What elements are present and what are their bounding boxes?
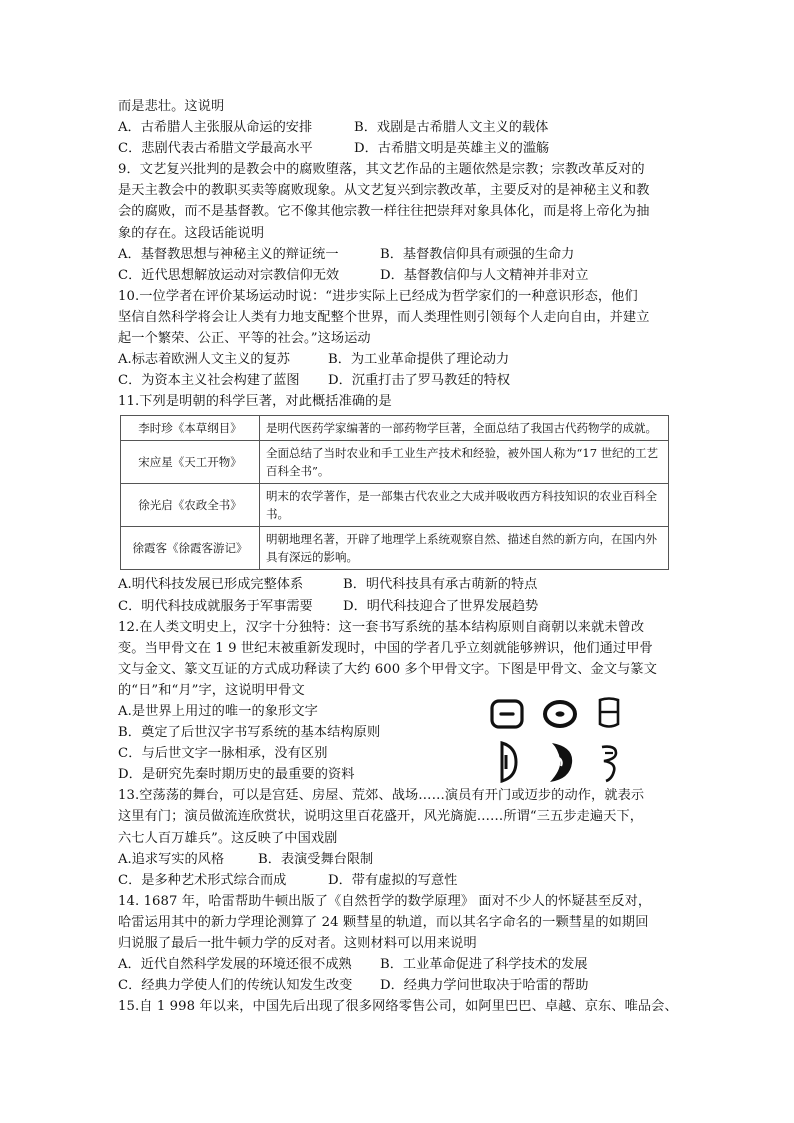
q9-option-a[interactable]: A．基督教思想与神秘主义的辩证统一 [118, 246, 339, 262]
q10-option-d[interactable]: D．沉重打击了罗马教廷的特权 [328, 373, 511, 389]
sun-bronze-glyph-icon [540, 695, 580, 733]
q9-option-b[interactable]: B．基督教信仰具有顽强的生命力 [380, 246, 575, 262]
q11-stem: 11.下列是明朝的科学巨著，对此概括准确的是 [118, 394, 392, 410]
q12-option-d[interactable]: D．是研究先秦时期历史的最重要的资料 [118, 767, 355, 783]
q13-option-row [118, 870, 678, 891]
q11-option-b[interactable]: B．明代科技具有承古萌新的特点 [343, 577, 538, 593]
q12-option-b[interactable]: B．奠定了后世汉字书写系统的基本结构原则 [118, 725, 381, 741]
q9-stem-line: 9．文艺复兴批判的是教会中的腐败堕落，其文艺作品的主题依然是宗教；宗教改革反对的 [118, 162, 645, 178]
table-row [121, 416, 669, 441]
table-cell-book: 徐霞客《徐霞客游记》 [121, 527, 260, 570]
q8-option-row [118, 138, 678, 159]
table-cell-book: 李时珍《本草纲目》 [121, 416, 260, 441]
q8-option-c[interactable]: C．悲剧代表古希腊文学最高水平 [118, 141, 313, 157]
q13-option-d[interactable]: D．带有虚拟的写意性 [328, 872, 458, 888]
table-cell-book: 宋应星《天工开物》 [121, 441, 260, 484]
table-cell-desc: 明朝地理名著，开辟了地理学上系统观察自然、描述自然的新方向，在国内外具有深远的影响。 [260, 527, 669, 570]
moon-bronze-glyph-icon [542, 739, 578, 785]
moon-seal-glyph-icon [594, 741, 624, 785]
q13-stem-line: 13.空荡荡的舞台，可以是宫廷、房屋、荒郊、战场……演员有开门或迈步的动作，就表示 [118, 788, 645, 804]
q14-option-c[interactable]: C．经典力学使人们的传统认知发生改变 [118, 978, 353, 994]
q13-option-b[interactable]: B．表演受舞台限制 [258, 851, 374, 867]
q10-option-a[interactable]: A.标志着欧洲人文主义的复苏 [118, 352, 290, 368]
moon-oracle-glyph-icon [492, 739, 522, 785]
q11-science-table [120, 415, 669, 570]
q8-option-row [118, 117, 678, 138]
q8-option-b[interactable]: B．戏剧是古希腊人文主义的载体 [354, 120, 549, 136]
q9-option-row [118, 265, 678, 286]
q9-stem-line: 象的存在。这段话能说明 [118, 225, 265, 241]
q11-option-row [118, 574, 678, 595]
q12-stem-line: 12.在人类文明史上，汉字十分独特：这一套书写系统的基本结构原则自商朝以来就未曾改 [118, 619, 645, 635]
q12-stem-line: 变。当甲骨文在 1 9 世纪末被重新发现时，中国的学者几乎立刻就能够辨识，他们通过甲骨 [118, 640, 653, 656]
q12-options-block [118, 701, 678, 785]
q14-option-b[interactable]: B．工业革命促进了科学技术的发展 [380, 957, 588, 973]
q10-stem-line: 起一个繁荣、公正、平等的社会。”这场运动 [118, 331, 371, 347]
q13-option-row [118, 849, 678, 870]
q14-option-row [118, 975, 678, 996]
q10-option-c[interactable]: C．为资本主义社会构建了蓝图 [118, 373, 300, 389]
q9-stem-line: 会的腐败，而不是基督教。它不像其他宗教一样往往把崇拜对象具体化，而是将上帝化为抽 [118, 204, 650, 220]
q8-option-d[interactable]: D．古希腊文明是英雄主义的滥觞 [354, 141, 550, 157]
q10-stem-line: 坚信自然科学将会让人类有力地支配整个世界，而人类理性则引领每个人走向自由，并建立 [118, 309, 650, 325]
table-row [121, 527, 669, 570]
table-row [121, 484, 669, 527]
q8-stem-tail: 而是悲壮。这说明 [118, 99, 225, 114]
q14-stem-line: 归说服了最后一批牛顿力学的反对者。这则材料可以用来说明 [118, 936, 477, 951]
q14-option-a[interactable]: A．近代自然科学发展的环境还很不成熟 [118, 957, 352, 973]
q12-stem-line: 文与金文、篆文互证的方式成功释读了大约 600 多个甲骨文字。下图是甲骨文、金文与篆文 [118, 661, 657, 677]
table-row [121, 441, 669, 484]
q10-option-row [118, 370, 678, 391]
q11-option-d[interactable]: D．明代科技迎合了世界发展趋势 [343, 598, 539, 614]
q10-stem-line: 10.一位学者在评价某场运动时说：“进步实际上已经成为哲学家们的一种意识形态，他们 [118, 288, 638, 304]
q9-option-row [118, 244, 678, 265]
q12-stem-line: 的“日”和“月”字，这说明甲骨文 [118, 682, 305, 698]
q11-option-c[interactable]: C．明代科技成就服务于军事需要 [118, 598, 313, 614]
sun-seal-glyph-icon [594, 694, 624, 734]
q13-stem-line: 这里有门；演员做流连欣赏状，说明这里百花盛开，风光旖旎……所谓“三五步走遍天下， [118, 809, 644, 825]
q13-option-a[interactable]: A.追求写实的风格 [118, 851, 225, 867]
q14-stem-line: 哈雷运用其中的新力学理论测算了 24 颗彗星的轨道，而以其名字命名的一颗彗星的如期回 [118, 914, 649, 930]
q13-option-c[interactable]: C．是多种艺术形式综合而成 [118, 872, 287, 888]
ancient-glyph-figure [484, 701, 634, 801]
q9-option-c[interactable]: C．近代思想解放运动对宗教信仰无效 [118, 267, 340, 283]
q9-option-d[interactable]: D．基督教信仰与人文精神并非对立 [380, 267, 589, 283]
table-cell-desc: 明末的农学著作，是一部集古代农业之大成并吸收西方科技知识的农业百科全书。 [260, 484, 669, 527]
table-cell-book: 徐光启《农政全书》 [121, 484, 260, 527]
q15-stem-line: 15.自 1 998 年以来，中国先后出现了很多网络零售公司，如阿里巴巴、卓越、京东、唯品会、 [118, 999, 678, 1015]
table-cell-desc: 全面总结了当时农业和手工业生产技术和经验，被外国人称为“17 世纪的工艺百科全书”。 [260, 441, 669, 484]
q13-stem-line: 六七人百万雄兵”。这反映了中国戏剧 [118, 830, 338, 846]
q11-option-a[interactable]: A.明代科技发展已形成完整体系 [118, 577, 304, 593]
q11-option-row [118, 596, 678, 617]
q10-option-row [118, 349, 678, 370]
q14-option-row [118, 954, 678, 975]
sun-oracle-glyph-icon [488, 695, 526, 733]
q9-stem-line: 是天主教会中的教职买卖等腐败现象。从文艺复兴到宗教改革，主要反对的是神秘主义和教 [118, 183, 650, 199]
q10-option-b[interactable]: B．为工业革命提供了理论动力 [328, 352, 510, 368]
q14-stem-line: 14. 1687 年，哈雷帮助牛顿出版了《自然哲学的数学原理》 面对不少人的怀疑甚至反对， [118, 893, 652, 909]
q14-option-d[interactable]: D．经典力学问世取决于哈雷的帮助 [380, 978, 589, 994]
q8-option-a[interactable]: A．古希腊人主张服从命运的安排 [118, 120, 313, 136]
table-cell-desc: 是明代医药学家编著的一部药物学巨著，全面总结了我国古代药物学的成就。 [260, 416, 669, 441]
q12-option-a[interactable]: A.是世界上用过的唯一的象形文字 [118, 703, 318, 719]
q12-option-c[interactable]: C．与后世文字一脉相承，没有区别 [118, 746, 328, 762]
exam-page [118, 96, 678, 1017]
